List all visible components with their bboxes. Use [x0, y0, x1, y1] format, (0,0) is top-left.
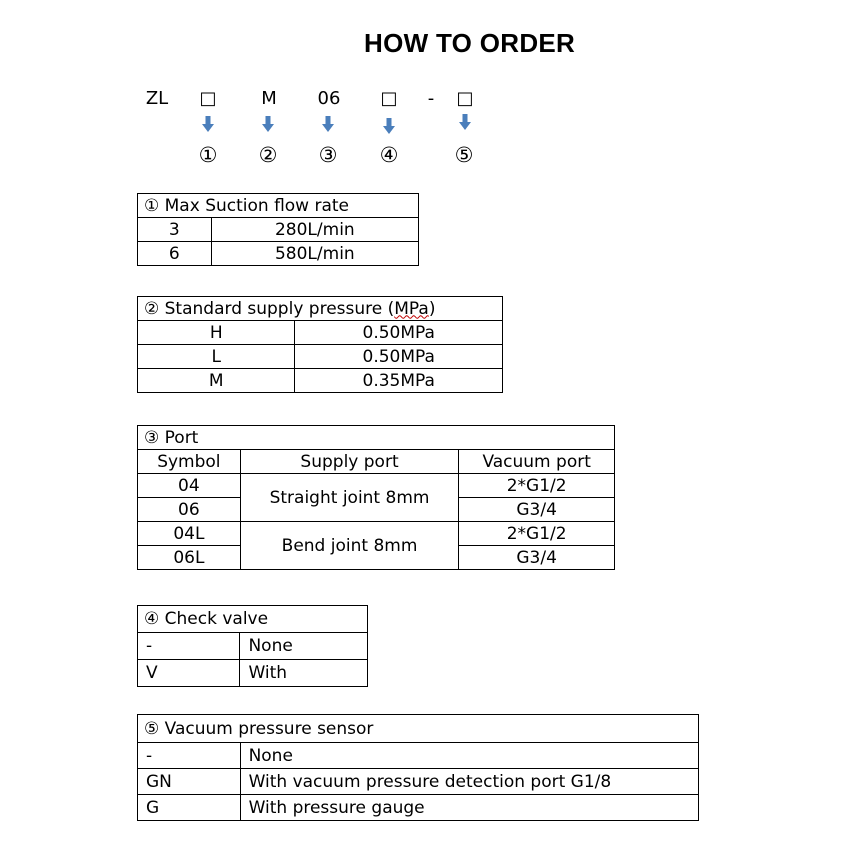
table-cell: With vacuum pressure detection port G1/8: [240, 769, 698, 795]
table-row: [138, 660, 368, 687]
table-cell: -: [138, 743, 241, 769]
table-cell: 2*G1/2: [459, 474, 615, 498]
code-port: 06: [317, 88, 341, 109]
table-cell: M: [138, 369, 295, 393]
marker-2: ②: [258, 143, 278, 167]
table-row: [138, 633, 368, 660]
table-cell: L: [138, 345, 295, 369]
flow-rate-table: [137, 193, 419, 266]
code-dash: -: [427, 88, 435, 109]
supply-pressure-table: [137, 296, 503, 393]
table-cell: GN: [138, 769, 241, 795]
table-row: [138, 242, 419, 266]
code-prefix: ZL: [145, 88, 169, 109]
table-cell: 0.35MPa: [295, 369, 503, 393]
table-row: [138, 321, 503, 345]
code-slot-4: □: [380, 88, 398, 109]
column-header: Supply port: [240, 450, 459, 474]
arrow-down-icon: [383, 118, 395, 134]
table-cell: 280L/min: [211, 218, 418, 242]
marker-4: ④: [379, 143, 399, 167]
table-cell: 0.50MPa: [295, 321, 503, 345]
table-cell: 2*G1/2: [459, 522, 615, 546]
page-title: HOW TO ORDER: [364, 28, 576, 58]
table-cell: Straight joint 8mm: [240, 474, 459, 522]
table-row: [138, 218, 419, 242]
spellcheck-word: MPa: [394, 298, 429, 319]
table-cell: With pressure gauge: [240, 795, 698, 821]
arrow-down-icon: [262, 116, 274, 132]
marker-1: ①: [198, 143, 218, 167]
table-cell: G3/4: [459, 546, 615, 570]
table-cell: 06: [138, 498, 241, 522]
table-title: ① Max Suction flow rate: [138, 194, 419, 218]
table-row: [138, 474, 615, 498]
code-supply-pressure: M: [261, 88, 277, 109]
marker-3: ③: [318, 143, 338, 167]
table-cell: Bend joint 8mm: [240, 522, 459, 570]
table-title: ③ Port: [138, 426, 615, 450]
table-cell: 0.50MPa: [295, 345, 503, 369]
table-cell: G: [138, 795, 241, 821]
table-row: [138, 743, 699, 769]
table-title-prefix: ② Standard supply pressure (: [144, 298, 395, 319]
port-table: [137, 425, 615, 570]
column-header: Vacuum port: [459, 450, 615, 474]
column-header: Symbol: [138, 450, 241, 474]
table-title: [138, 297, 503, 321]
table-cell: 04: [138, 474, 241, 498]
vacuum-sensor-table: [137, 714, 699, 821]
table-cell: None: [240, 743, 698, 769]
table-cell: V: [138, 660, 240, 687]
table-cell: With: [240, 660, 368, 687]
arrow-down-icon: [322, 116, 334, 132]
table-cell: 06L: [138, 546, 241, 570]
table-row: [138, 522, 615, 546]
code-slot-5: □: [456, 88, 474, 109]
arrow-down-icon: [459, 114, 471, 130]
table-row: [138, 795, 699, 821]
arrow-down-icon: [202, 116, 214, 132]
check-valve-table: [137, 605, 368, 687]
table-title: ④ Check valve: [138, 606, 368, 633]
table-cell: 3: [138, 218, 212, 242]
code-slot-1: □: [199, 88, 217, 109]
table-title: ⑤ Vacuum pressure sensor: [138, 715, 699, 743]
marker-5: ⑤: [454, 143, 474, 167]
table-cell: H: [138, 321, 295, 345]
table-row: [138, 369, 503, 393]
table-cell: 580L/min: [211, 242, 418, 266]
table-row: [138, 345, 503, 369]
table-cell: None: [240, 633, 368, 660]
table-title-suffix: ): [428, 298, 436, 319]
table-cell: -: [138, 633, 240, 660]
table-cell: 6: [138, 242, 212, 266]
table-row: [138, 769, 699, 795]
table-header-row: [138, 450, 615, 474]
table-cell: 04L: [138, 522, 241, 546]
table-cell: G3/4: [459, 498, 615, 522]
